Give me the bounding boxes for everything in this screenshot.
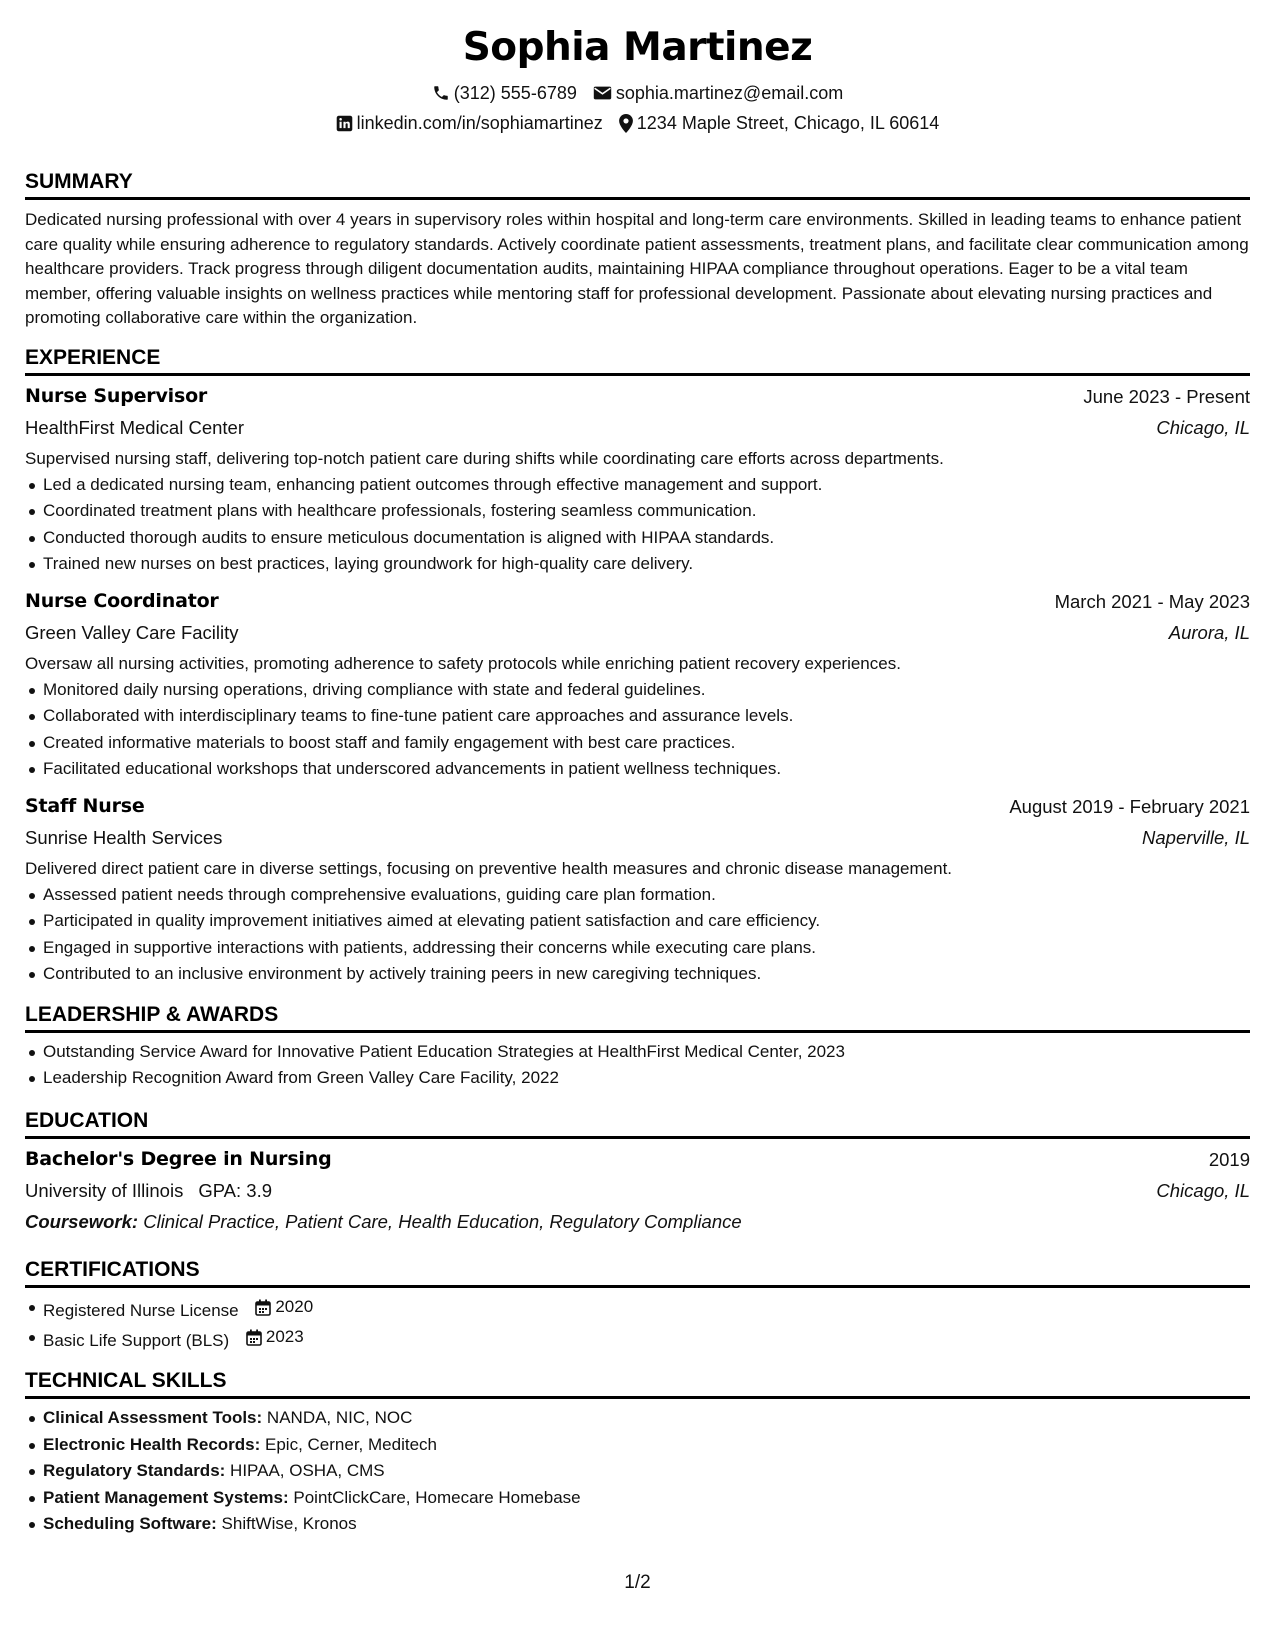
school-location: Chicago, IL xyxy=(1156,1179,1250,1201)
job-company: Green Valley Care Facility xyxy=(25,621,239,643)
job-location: Aurora, IL xyxy=(1168,621,1250,643)
job-bullets xyxy=(25,882,1250,988)
section-divider xyxy=(25,197,1250,200)
job-location: Chicago, IL xyxy=(1156,416,1250,438)
coursework-label: Coursework: xyxy=(25,1210,139,1232)
job-description: Delivered direct patient care in diverse settings, focusing on preventive health measures and chronic disease management. xyxy=(25,858,953,878)
gpa: GPA: 3.9 xyxy=(198,1179,273,1201)
experience-section xyxy=(25,343,1250,988)
list-item: Outstanding Service Award for Innovative Patient Education Strategies at HealthFirst Medical Center, 2023 xyxy=(25,1039,1250,1066)
list-item: Participated in quality improvement initiatives aimed at elevating patient satisfaction and care efficiency. xyxy=(25,908,1250,935)
page-number: 1/2 xyxy=(624,1572,651,1593)
degree-title: Bachelor's Degree in Nursing xyxy=(25,1147,332,1170)
phone-icon xyxy=(432,84,450,102)
cert-name: Registered Nurse License xyxy=(43,1300,239,1320)
address-text: 1234 Maple Street, Chicago, IL 60614 xyxy=(636,113,940,133)
skill-label: Clinical Assessment Tools: xyxy=(43,1408,263,1428)
list-item xyxy=(25,1511,1250,1538)
list-item: Trained new nurses on best practices, laying groundwork for high-quality care delivery. xyxy=(25,551,1250,578)
phone-contact xyxy=(432,78,577,108)
calendar-icon xyxy=(246,1329,262,1346)
job-entry xyxy=(25,381,1250,578)
school-name: University of Illinois xyxy=(25,1179,184,1201)
skill-label: Electronic Health Records: xyxy=(43,1434,261,1454)
skill-label: Patient Management Systems: xyxy=(43,1487,289,1507)
summary-section xyxy=(25,167,1250,331)
list-item xyxy=(25,1405,1250,1432)
coursework xyxy=(25,1206,1250,1237)
job-entry xyxy=(25,586,1250,783)
experience-heading: EXPERIENCE xyxy=(25,345,161,369)
contact-row-2 xyxy=(25,108,1250,138)
contact-row-1 xyxy=(25,78,1250,108)
graduation-year: 2019 xyxy=(1208,1148,1250,1170)
list-item: Collaborated with interdisciplinary teams to fine-tune patient care approaches and assurance levels. xyxy=(25,703,1250,730)
email-contact[interactable] xyxy=(593,78,843,108)
section-divider xyxy=(25,1030,1250,1033)
cert-year: 2020 xyxy=(275,1296,314,1316)
list-item xyxy=(25,1485,1250,1512)
linkedin-contact[interactable] xyxy=(336,108,603,138)
list-item: Engaged in supportive interactions with patients, addressing their concerns while executing care plans. xyxy=(25,935,1250,962)
list-item: Conducted thorough audits to ensure meticulous documentation is aligned with HIPAA standards. xyxy=(25,525,1250,552)
education-section xyxy=(25,1106,1250,1237)
job-title: Nurse Supervisor xyxy=(25,384,208,407)
summary-heading: SUMMARY xyxy=(25,170,133,193)
job-entry xyxy=(25,791,1250,988)
calendar-icon xyxy=(255,1299,271,1316)
list-item: Created informative materials to boost staff and family engagement with best care practices. xyxy=(25,730,1250,757)
cert-date xyxy=(246,1324,304,1351)
cert-year: 2023 xyxy=(265,1327,304,1347)
awards-list xyxy=(25,1039,1250,1092)
section-divider xyxy=(25,1396,1250,1399)
job-bullets xyxy=(25,677,1250,783)
address-contact xyxy=(619,108,940,138)
education-heading: EDUCATION xyxy=(25,1108,149,1132)
certifications-section xyxy=(25,1255,1250,1355)
phone-number: (312) 555-6789 xyxy=(453,83,577,103)
list-item: Facilitated educational workshops that underscored advancements in patient wellness techniques. xyxy=(25,756,1250,783)
job-dates: August 2019 - February 2021 xyxy=(1009,795,1250,817)
list-item: Assessed patient needs through comprehensive evaluations, guiding care plan formation. xyxy=(25,882,1250,909)
job-dates: June 2023 - Present xyxy=(1083,385,1250,407)
list-item xyxy=(25,1294,1250,1324)
skill-value: NANDA, NIC, NOC xyxy=(266,1408,413,1428)
list-item xyxy=(25,1458,1250,1485)
resume-page xyxy=(25,0,1250,1650)
skill-value: Epic, Cerner, Meditech xyxy=(265,1434,437,1454)
job-title: Nurse Coordinator xyxy=(25,589,219,612)
skills-list xyxy=(25,1405,1250,1538)
skill-value: ShiftWise, Kronos xyxy=(221,1514,357,1534)
candidate-name: Sophia Martinez xyxy=(462,25,813,70)
awards-section xyxy=(25,1000,1250,1092)
map-marker-icon xyxy=(619,114,633,133)
list-item: Leadership Recognition Award from Green Valley Care Facility, 2022 xyxy=(25,1065,1250,1092)
skill-label: Regulatory Standards: xyxy=(43,1461,226,1481)
list-item: Monitored daily nursing operations, driving compliance with state and federal guidelines. xyxy=(25,677,1250,704)
cert-date xyxy=(255,1294,313,1321)
section-divider xyxy=(25,373,1250,376)
coursework-list: Clinical Practice, Patient Care, Health Education, Regulatory Compliance xyxy=(143,1210,742,1232)
job-company: HealthFirst Medical Center xyxy=(25,416,244,438)
skill-value: HIPAA, OSHA, CMS xyxy=(230,1461,385,1481)
skill-value: PointClickCare, Homecare Homebase xyxy=(293,1487,581,1507)
job-dates: March 2021 - May 2023 xyxy=(1054,590,1250,612)
list-item: Contributed to an inclusive environment by actively training peers in new caregiving techniques. xyxy=(25,961,1250,988)
job-description: Oversaw all nursing activities, promoting adherence to safety protocols while enriching patient recovery experiences. xyxy=(25,653,901,673)
job-location: Naperville, IL xyxy=(1142,826,1250,848)
summary-text: Dedicated nursing professional with over 4 years in supervisory roles within hospital and long-term care environments. Skilled in leading teams to enhance patient care quality while ensuring adherence to regulatory standards. Actively coordinate patient assessments, treatment plans, and facilitate clear communication among healthcare providers. Track progress through diligent documentation audits, maintaining HIPAA compliance throughout operations. Eager to be a vital team member, offering valuable insights on wellness practices while mentoring staff for professional development. Passionate about elevating nursing practices and promoting collaborative care within the organization. xyxy=(25,210,1249,328)
certifications-list xyxy=(25,1294,1250,1355)
email-address[interactable]: sophia.martinez@email.com xyxy=(615,83,844,103)
envelope-icon xyxy=(593,85,612,101)
job-title: Staff Nurse xyxy=(25,794,145,817)
job-company: Sunrise Health Services xyxy=(25,826,223,848)
job-bullets xyxy=(25,472,1250,578)
cert-name: Basic Life Support (BLS) xyxy=(43,1330,230,1350)
awards-heading: LEADERSHIP & AWARDS xyxy=(25,1002,279,1026)
school-info xyxy=(25,1175,272,1206)
skills-heading: TECHNICAL SKILLS xyxy=(25,1369,227,1393)
job-description: Supervised nursing staff, delivering top-notch patient care during shifts while coordinating care efforts across departments. xyxy=(25,448,944,468)
section-divider xyxy=(25,1136,1250,1139)
list-item xyxy=(25,1432,1250,1459)
list-item: Coordinated treatment plans with healthcare professionals, fostering seamless communication. xyxy=(25,498,1250,525)
certifications-heading: CERTIFICATIONS xyxy=(25,1257,200,1281)
list-item: Led a dedicated nursing team, enhancing patient outcomes through effective management and support. xyxy=(25,472,1250,499)
linkedin-url[interactable]: linkedin.com/in/sophiamartinez xyxy=(356,113,603,133)
skills-section xyxy=(25,1366,1250,1538)
linkedin-icon xyxy=(336,115,353,132)
list-item xyxy=(25,1324,1250,1354)
section-divider xyxy=(25,1285,1250,1288)
skill-label: Scheduling Software: xyxy=(43,1514,217,1534)
